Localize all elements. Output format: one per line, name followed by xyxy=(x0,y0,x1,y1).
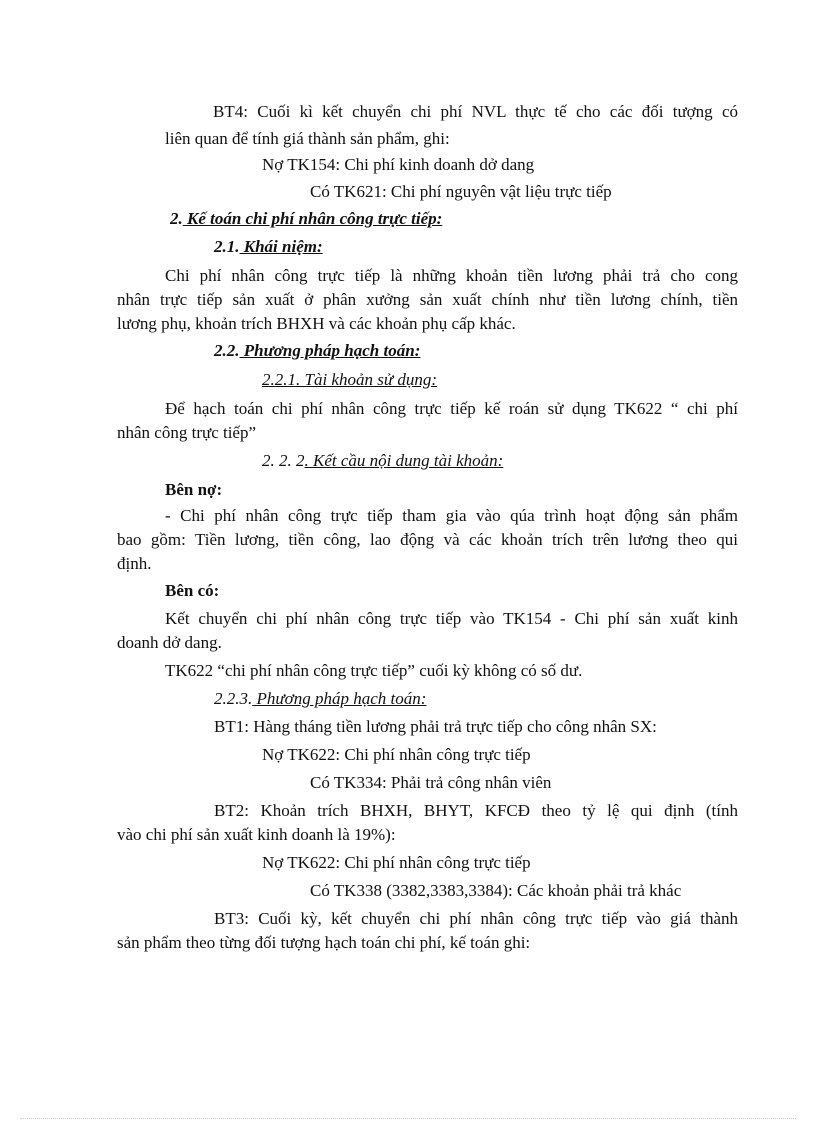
paragraph-line: Chi phí nhân công trực tiếp là những khoản tiền lương phải trả cho cong xyxy=(165,266,738,285)
sub-subsection-heading xyxy=(214,688,426,710)
paragraph-line: định. xyxy=(117,554,152,573)
credit-side-label: Bên có: xyxy=(165,581,220,600)
accounting-entry-debit: Nợ TK622: Chi phí nhân công trực tiếp xyxy=(262,853,531,872)
sub-subsection-number: 2. 2. 2 xyxy=(262,451,305,470)
section-heading xyxy=(170,208,442,230)
subsection-title: Khái niệm: xyxy=(239,237,323,256)
subsection-number: 2.2. xyxy=(214,341,240,360)
paragraph-line: doanh dở dang. xyxy=(117,633,222,652)
subsection-number: 2.1. xyxy=(214,237,240,256)
paragraph-line: sản phẩm theo từng đối tượng hạch toán chi phí, kế toán ghi: xyxy=(117,933,531,952)
sub-subsection-title: . Kết cầu nội dung tài khoản: xyxy=(304,451,504,470)
paragraph-line: lương phụ, khoản trích BHXH và các khoản phụ cấp khác. xyxy=(117,314,516,333)
accounting-entry-credit: Có TK334: Phải trả công nhân viên xyxy=(310,773,552,792)
page-bottom-divider xyxy=(20,1118,796,1119)
paragraph-line: nhân công trực tiếp” xyxy=(117,423,257,442)
accounting-entry-debit: Nợ TK622: Chi phí nhân công trực tiếp xyxy=(262,745,531,764)
sub-subsection-title: Phương pháp hạch toán: xyxy=(252,689,427,708)
sub-subsection-number: 2.2.3. xyxy=(214,689,253,708)
entry-description: BT1: Hàng tháng tiền lương phải trả trực tiếp cho công nhân SX: xyxy=(214,717,657,736)
paragraph-line: vào chi phí sản xuất kinh doanh là 19%): xyxy=(117,825,396,844)
entry-description: BT2: Khoản trích BHXH, BHYT, KFCĐ theo tỷ lệ qui định (tính xyxy=(214,801,738,820)
debit-side-label: Bên nợ: xyxy=(165,480,223,499)
accounting-entry-credit: Có TK621: Chi phí nguyên vật liệu trực tiếp xyxy=(310,182,612,201)
paragraph-line: TK622 “chi phí nhân công trực tiếp” cuối kỳ không có số dư. xyxy=(165,661,583,680)
paragraph-line: liên quan để tính giá thành sản phẩm, ghi: xyxy=(165,129,450,148)
paragraph-line: bao gồm: Tiền lương, tiền công, lao động và các khoản trích trên lương theo qui xyxy=(117,530,738,549)
subsection-heading xyxy=(214,236,323,258)
accounting-entry-debit: Nợ TK154: Chi phí kinh doanh dở dang xyxy=(262,155,535,174)
paragraph-line: Kết chuyển chi phí nhân công trực tiếp vào TK154 - Chi phí sản xuất kinh xyxy=(165,609,738,628)
entry-description: BT3: Cuối kỳ, kết chuyển chi phí nhân công trực tiếp vào giá thành xyxy=(214,909,738,928)
section-title: Kế toán chi phí nhân công trực tiếp: xyxy=(182,209,443,228)
accounting-entry-credit: Có TK338 (3382,3383,3384): Các khoản phải trả khác xyxy=(310,881,682,900)
section-number: 2. xyxy=(170,209,183,228)
sub-subsection-heading xyxy=(262,450,503,472)
sub-subsection-heading: 2.2.1. Tài khoản sử dụng: xyxy=(262,370,438,389)
paragraph-line: nhân trực tiếp sản xuất ở phân xưởng sản xuất chính như tiền lương chính, tiền xyxy=(117,290,738,309)
paragraph-line: Để hạch toán chi phí nhân công trực tiếp kế roán sử dụng TK622 “ chi phí xyxy=(165,399,738,418)
paragraph-line: BT4: Cuối kì kết chuyển chi phí NVL thực tế cho các đối tượng có xyxy=(213,102,738,121)
subsection-heading xyxy=(214,340,420,362)
subsection-title: Phương pháp hạch toán: xyxy=(239,341,421,360)
paragraph-line: - Chi phí nhân công trực tiếp tham gia vào qúa trình hoạt động sản phẩm xyxy=(165,506,738,525)
